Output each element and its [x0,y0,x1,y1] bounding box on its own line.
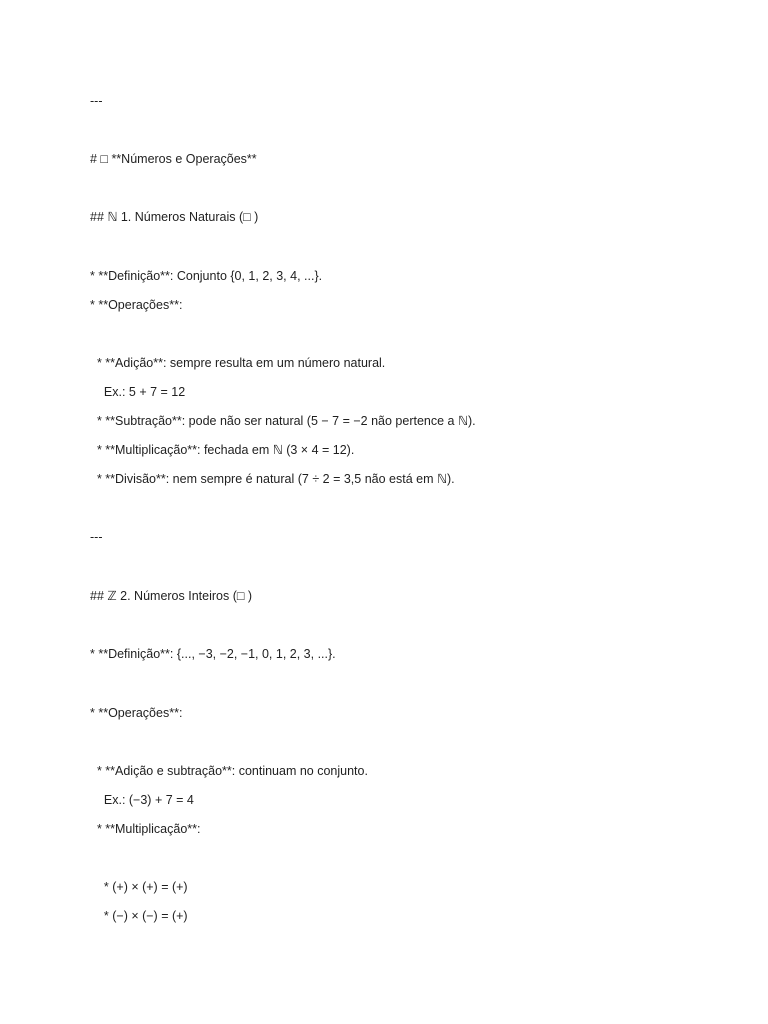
list-item-operacoes-inteiros: * **Operações**: [90,706,183,720]
list-item-operacoes: * **Operações**: [90,298,183,312]
list-item-definicao-inteiros: * **Definição**: {..., −3, −2, −1, 0, 1, 2, 3, ...}. [90,647,336,661]
divider-line: --- [90,530,103,544]
list-item-multiplicacao-inteiros: * **Multiplicação**: [90,822,201,836]
subheading-numeros-naturais: ## ℕ 1. Números Naturais (□ ) [90,210,259,224]
example-adicao: Ex.: 5 + 7 = 12 [90,385,186,399]
example-adicao-inteiros: Ex.: (−3) + 7 = 4 [90,793,194,807]
subheading-numeros-inteiros: ## ℤ 2. Números Inteiros (□ ) [90,589,253,603]
list-item-divisao: * **Divisão**: nem sempre é natural (7 ÷ 2 = 3,5 não está em ℕ). [90,472,455,486]
list-item-multiplicacao: * **Multiplicação**: fechada em ℕ (3 × 4 = 12). [90,443,355,457]
list-item-subtracao: * **Subtração**: pode não ser natural (5 − 7 = −2 não pertence a ℕ). [90,414,476,428]
list-item-adicao: * **Adição**: sempre resulta em um número natural. [90,356,386,370]
list-item-adicao-subtracao: * **Adição e subtração**: continuam no conjunto. [90,764,368,778]
divider-line: --- [90,94,103,108]
sign-rule-positive: * (+) × (+) = (+) [90,880,188,894]
list-item-definicao: * **Definição**: Conjunto {0, 1, 2, 3, 4, ...}. [90,269,323,283]
heading-numeros-operacoes: # □ **Números e Operações** [90,152,257,166]
sign-rule-negative: * (−) × (−) = (+) [90,909,188,923]
